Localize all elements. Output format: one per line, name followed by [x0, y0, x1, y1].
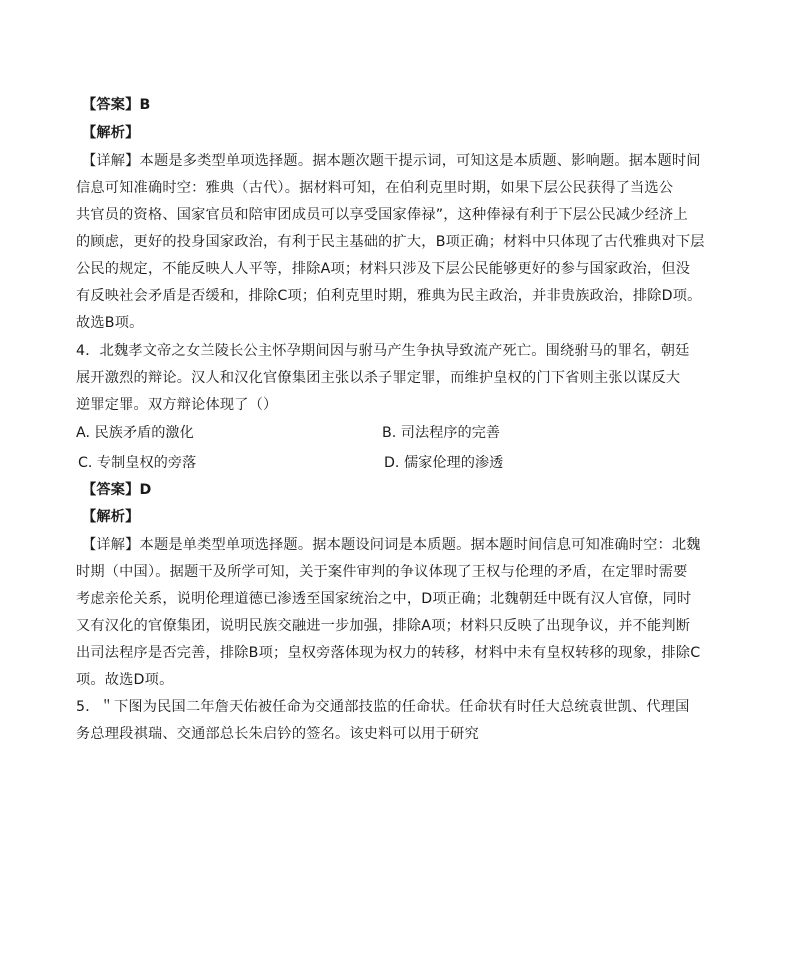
q4-analysis-line-4: 又有汉化的官僚集团，说明民族交融进一步加强，排除A项；材料只反映了出现争议，并不能判断 [76, 618, 691, 634]
q3-analysis-label: 【解析】 [82, 125, 140, 141]
q4-option-a: A. 民族矛盾的激化 [76, 425, 194, 441]
q3-analysis-line-6: 有反映社会矛盾是否缓和，排除C项；伯利克里时期，雅典为民主政治，并非贵族政治，排除D项。 [76, 288, 702, 304]
q3-answer: 【答案】B [82, 97, 151, 113]
q3-analysis-line-5: 公民的规定，不能反映人人平等，排除A项；材料只涉及下层公民能够更好的参与国家政治，但没 [76, 261, 691, 277]
q4-analysis-line-1: 【详解】本题是单类型单项选择题。据本题设问词是本质题。据本题时间信息可知准确时空：北魏 [82, 537, 701, 553]
q4-stem-line-1: 4．北魏孝文帝之女兰陵长公主怀孕期间因与驸马产生争执导致流产死亡。围绕驸马的罪名，朝廷 [76, 343, 690, 359]
q3-analysis-line-4: 的顾虑，更好的投身国家政治，有利于民主基础的扩大，B项正确；材料中只体现了古代雅典对下层 [76, 234, 705, 250]
q4-analysis-label: 【解析】 [82, 509, 140, 525]
q3-analysis-line-2: 信息可知准确时空：雅典（古代）。据材料可知，在伯利克里时期，如果下层公民获得了当选公 [76, 180, 674, 196]
q4-stem-line-2: 展开激烈的辩论。汉人和汉化官僚集团主张以杀子罪定罪，而维护皇权的门下省则主张以谋反大 [76, 370, 681, 386]
q4-option-d: D. 儒家伦理的渗透 [384, 455, 504, 471]
q3-analysis-line-3: 共官员的资格、国家官员和陪审团成员可以享受国家俸禄”，这种俸禄有利于下层公民减少经济上 [76, 207, 688, 223]
q4-analysis-line-3: 考虑亲伦关系，说明伦理道德已渗透至国家统治之中，D项正确；北魏朝廷中既有汉人官僚，同时 [76, 591, 692, 607]
q5-stem-line-2: 务总理段祺瑞、交通部总长朱启钤的签名。该史料可以用于研究 [76, 726, 479, 742]
q4-analysis-line-5: 出司法程序是否完善，排除B项；皇权旁落体现为权力的转移，材料中未有皇权转移的现象，排除C [76, 645, 701, 661]
q3-analysis-line-1: 【详解】本题是多类型单项选择题。据本题次题干提示词，可知这是本质题、影响题。据本题时间 [82, 153, 701, 169]
q4-option-c: C. 专制皇权的旁落 [78, 455, 197, 471]
q4-stem-line-3: 逆罪定罪。双方辩论体现了（） [76, 397, 278, 413]
q4-analysis-line-6: 项。故选D项。 [76, 672, 174, 688]
q4-analysis-line-2: 时期（中国）。据题干及所学可知，关于案件审判的争议体现了王权与伦理的矛盾，在定罪时需要 [76, 564, 688, 580]
q4-answer: 【答案】D [82, 482, 152, 498]
q4-option-b: B. 司法程序的完善 [382, 425, 501, 441]
q5-stem-line-1: 5．＂下图为民国二年詹天佑被任命为交通部技监的任命状。任命状有时任大总统袁世凯、代理国 [76, 699, 690, 715]
q3-analysis-line-7: 故选B项。 [76, 315, 144, 331]
